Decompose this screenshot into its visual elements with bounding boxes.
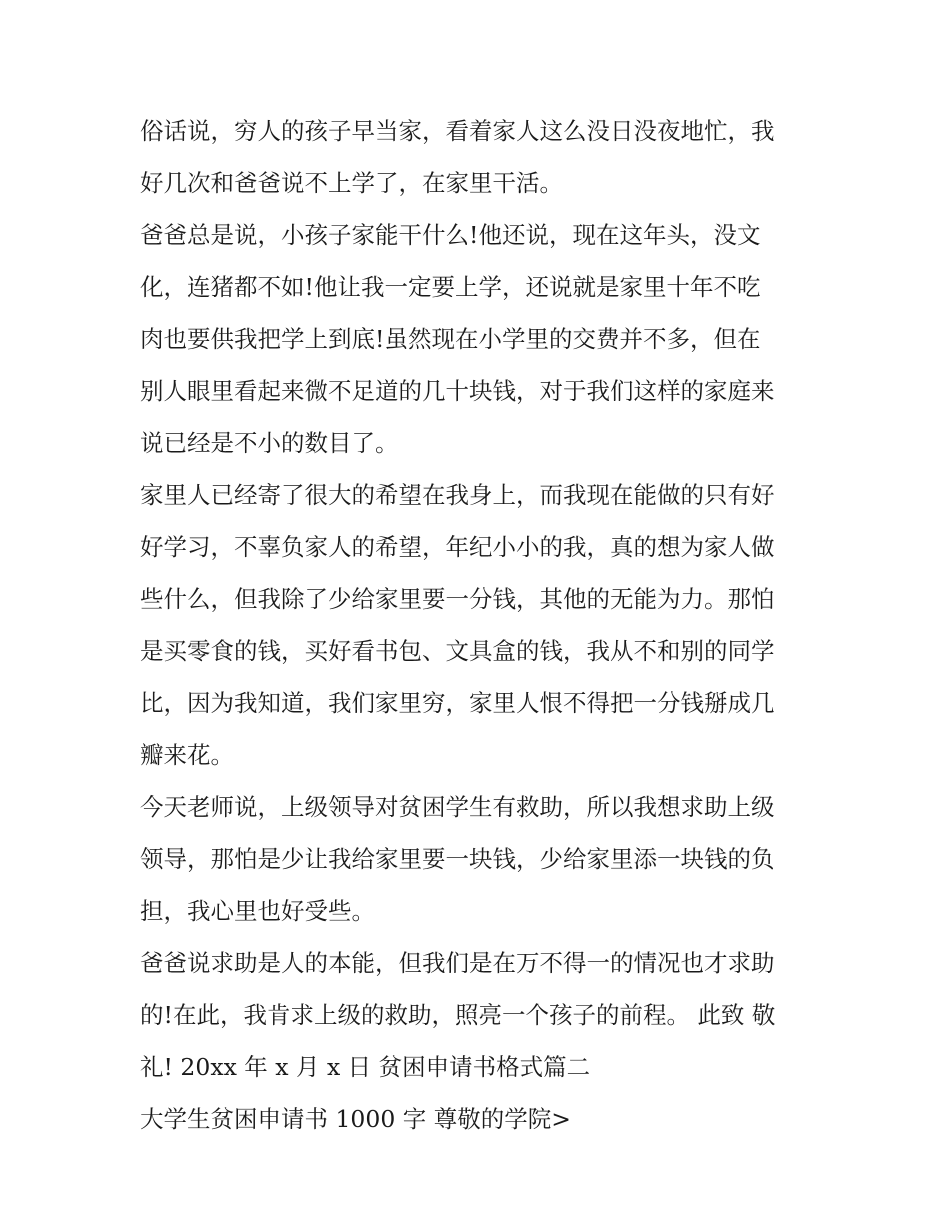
text-line: 肉也要供我把学上到底!虽然现在小学里的交费并不多，但在 [140, 325, 761, 353]
text-line: 瓣来花。 [140, 741, 234, 769]
document-body [140, 105, 820, 1145]
text-line: 说已经是不小的数目了。 [140, 429, 399, 457]
text-line: 好几次和爸爸说不上学了，在家里干活。 [140, 169, 563, 197]
text-line: 别人眼里看起来微不足道的几十块钱，对于我们这样的家庭来 [140, 377, 775, 405]
text-line: 爸爸说求助是人的本能，但我们是在万不得一的情况也才求助 [140, 949, 775, 977]
text-line: 领导，那怕是少让我给家里要一块钱，少给家里添一块钱的负 [140, 845, 775, 873]
text-line: 好学习，不辜负家人的希望，年纪小小的我，真的想为家人做 [140, 533, 775, 561]
text-line: 的!在此，我肯求上级的救助，照亮一个孩子的前程。 此致 敬 [140, 1001, 776, 1029]
text-line: 担，我心里也好受些。 [140, 897, 375, 925]
text-line: 些什么，但我除了少给家里要一分钱，其他的无能为力。那怕 [140, 585, 775, 613]
text-line: 比，因为我知道，我们家里穷，家里人恨不得把一分钱掰成几 [140, 689, 775, 717]
text-line: 大学生贫困申请书 1000 字 尊敬的学院> [140, 1105, 571, 1133]
text-line: 爸爸总是说，小孩子家能干什么!他还说，现在这年头，没文 [140, 221, 761, 249]
text-line: 化，连猪都不如!他让我一定要上学，还说就是家里十年不吃 [140, 273, 761, 301]
text-line: 今天老师说，上级领导对贫困学生有救助，所以我想求助上级 [140, 793, 775, 821]
text-line: 俗话说，穷人的孩子早当家，看着家人这么没日没夜地忙，我 [140, 117, 775, 145]
text-line: 礼! 20xx 年 x 月 x 日 贫困申请书格式篇二 [140, 1053, 591, 1081]
text-line: 家里人已经寄了很大的希望在我身上，而我现在能做的只有好 [140, 481, 775, 509]
text-line: 是买零食的钱，买好看书包、文具盒的钱，我从不和别的同学 [140, 637, 775, 665]
